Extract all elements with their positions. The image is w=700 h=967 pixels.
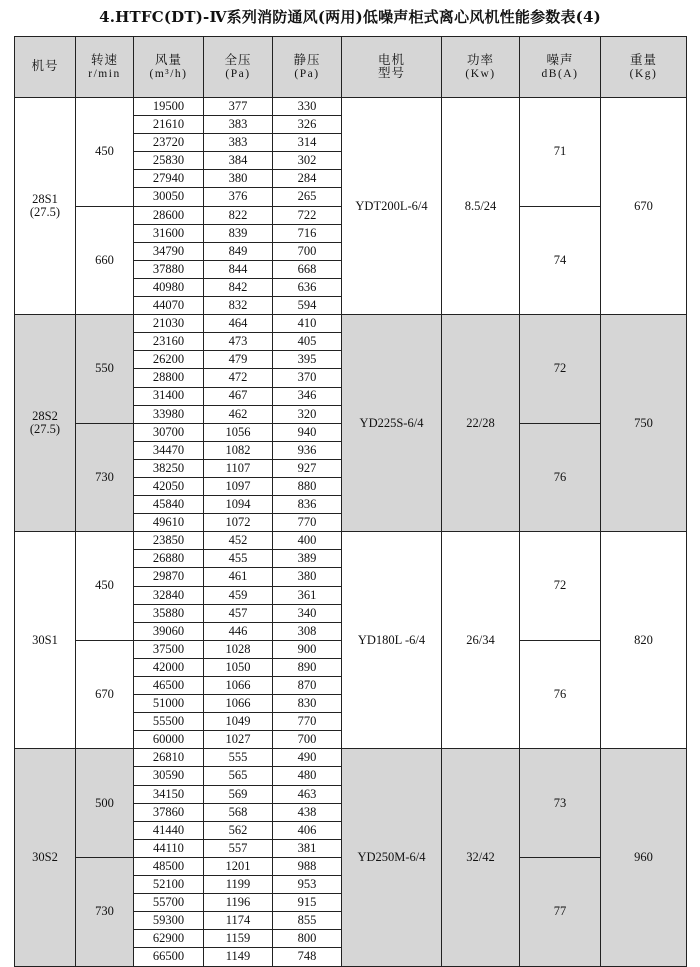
cell-flow: 48500 (134, 857, 204, 875)
cell-flow: 28800 (134, 369, 204, 387)
cell-motor: YD225S-6/4 (342, 315, 442, 532)
cell-static-pressure: 927 (273, 459, 342, 477)
cell-static-pressure: 405 (273, 333, 342, 351)
cell-total-pressure: 479 (204, 351, 273, 369)
cell-flow: 30050 (134, 188, 204, 206)
cell-static-pressure: 361 (273, 586, 342, 604)
header-row (15, 37, 687, 98)
cell-static-pressure: 410 (273, 315, 342, 333)
cell-total-pressure: 1201 (204, 857, 273, 875)
cell-flow: 31400 (134, 387, 204, 405)
cell-noise: 74 (520, 206, 601, 315)
cell-total-pressure: 383 (204, 134, 273, 152)
cell-total-pressure: 1028 (204, 640, 273, 658)
cell-static-pressure: 308 (273, 622, 342, 640)
cell-total-pressure: 377 (204, 98, 273, 116)
cell-flow: 29870 (134, 568, 204, 586)
cell-flow: 42050 (134, 477, 204, 495)
header-speed: 转速 r/min (76, 37, 134, 98)
table-row (15, 98, 687, 116)
cell-flow: 28600 (134, 206, 204, 224)
cell-static-pressure: 953 (273, 876, 342, 894)
cell-flow: 26810 (134, 749, 204, 767)
cell-static-pressure: 395 (273, 351, 342, 369)
cell-total-pressure: 1149 (204, 948, 273, 966)
cell-flow: 41440 (134, 821, 204, 839)
cell-flow: 39060 (134, 622, 204, 640)
cell-model (15, 749, 76, 966)
cell-total-pressure: 1027 (204, 731, 273, 749)
cell-total-pressure: 1082 (204, 441, 273, 459)
cell-static-pressure: 748 (273, 948, 342, 966)
cell-flow: 51000 (134, 695, 204, 713)
cell-static-pressure: 265 (273, 188, 342, 206)
cell-static-pressure: 302 (273, 152, 342, 170)
cell-static-pressure: 463 (273, 785, 342, 803)
header-power: 功率 (Kw) (442, 37, 520, 98)
cell-power: 8.5/24 (442, 98, 520, 315)
cell-static-pressure: 855 (273, 912, 342, 930)
cell-static-pressure: 438 (273, 803, 342, 821)
cell-flow: 21610 (134, 116, 204, 134)
cell-total-pressure: 452 (204, 532, 273, 550)
cell-speed: 660 (76, 206, 134, 315)
cell-flow: 60000 (134, 731, 204, 749)
cell-total-pressure: 376 (204, 188, 273, 206)
cell-total-pressure: 1066 (204, 677, 273, 695)
cell-total-pressure: 455 (204, 550, 273, 568)
header-static-pressure: 静压 (Pa) (273, 37, 342, 98)
cell-flow: 33980 (134, 405, 204, 423)
cell-total-pressure: 1107 (204, 459, 273, 477)
cell-motor: YD180L -6/4 (342, 532, 442, 749)
cell-static-pressure: 314 (273, 134, 342, 152)
cell-noise: 72 (520, 532, 601, 641)
cell-total-pressure: 822 (204, 206, 273, 224)
cell-total-pressure: 844 (204, 260, 273, 278)
cell-flow: 19500 (134, 98, 204, 116)
table-row (15, 315, 687, 333)
cell-total-pressure: 569 (204, 785, 273, 803)
cell-static-pressure: 400 (273, 532, 342, 550)
cell-static-pressure: 830 (273, 695, 342, 713)
cell-speed: 670 (76, 640, 134, 749)
cell-static-pressure: 594 (273, 297, 342, 315)
cell-flow: 66500 (134, 948, 204, 966)
cell-weight: 960 (601, 749, 687, 966)
cell-static-pressure: 700 (273, 242, 342, 260)
cell-total-pressure: 1050 (204, 658, 273, 676)
cell-total-pressure: 1072 (204, 514, 273, 532)
cell-flow: 42000 (134, 658, 204, 676)
cell-power: 32/42 (442, 749, 520, 966)
cell-total-pressure: 565 (204, 767, 273, 785)
cell-speed: 730 (76, 857, 134, 966)
cell-total-pressure: 464 (204, 315, 273, 333)
cell-flow: 59300 (134, 912, 204, 930)
cell-flow: 21030 (134, 315, 204, 333)
cell-model (15, 98, 76, 315)
cell-total-pressure: 446 (204, 622, 273, 640)
cell-total-pressure: 849 (204, 242, 273, 260)
cell-static-pressure: 480 (273, 767, 342, 785)
cell-total-pressure: 457 (204, 604, 273, 622)
table-row (15, 749, 687, 767)
cell-power: 22/28 (442, 315, 520, 532)
model-code: 30S1 (32, 632, 58, 647)
cell-static-pressure: 346 (273, 387, 342, 405)
cell-static-pressure: 380 (273, 568, 342, 586)
page-title: 4.HTFC(DT)-Ⅳ系列消防通风(两用)低噪声柜式离心风机性能参数表(4) (99, 8, 601, 26)
cell-flow: 34150 (134, 785, 204, 803)
cell-flow: 34470 (134, 441, 204, 459)
table-body (15, 98, 687, 967)
cell-static-pressure: 636 (273, 278, 342, 296)
cell-motor: YDT200L-6/4 (342, 98, 442, 315)
cell-flow: 44070 (134, 297, 204, 315)
cell-noise: 71 (520, 98, 601, 207)
cell-static-pressure: 988 (273, 857, 342, 875)
cell-flow: 52100 (134, 876, 204, 894)
model-code: 28S2 (32, 409, 58, 424)
cell-total-pressure: 839 (204, 224, 273, 242)
cell-static-pressure: 284 (273, 170, 342, 188)
cell-flow: 45840 (134, 496, 204, 514)
cell-flow: 23850 (134, 532, 204, 550)
cell-noise: 73 (520, 749, 601, 858)
cell-static-pressure: 490 (273, 749, 342, 767)
cell-flow: 23160 (134, 333, 204, 351)
cell-speed: 550 (76, 315, 134, 424)
cell-flow: 31600 (134, 224, 204, 242)
cell-static-pressure: 320 (273, 405, 342, 423)
cell-static-pressure: 770 (273, 713, 342, 731)
cell-static-pressure: 940 (273, 423, 342, 441)
cell-weight: 750 (601, 315, 687, 532)
header-motor: 电机 型号 (342, 37, 442, 98)
cell-static-pressure: 340 (273, 604, 342, 622)
cell-total-pressure: 555 (204, 749, 273, 767)
cell-weight: 670 (601, 98, 687, 315)
cell-total-pressure: 1199 (204, 876, 273, 894)
cell-flow: 26200 (134, 351, 204, 369)
cell-flow: 62900 (134, 930, 204, 948)
cell-total-pressure: 562 (204, 821, 273, 839)
cell-flow: 55700 (134, 894, 204, 912)
model-sub: (27.5) (29, 205, 61, 220)
cell-total-pressure: 557 (204, 839, 273, 857)
model-code: 30S2 (32, 849, 58, 864)
cell-total-pressure: 383 (204, 116, 273, 134)
cell-flow: 27940 (134, 170, 204, 188)
cell-total-pressure: 1094 (204, 496, 273, 514)
table-row (15, 532, 687, 550)
cell-model (15, 532, 76, 749)
cell-flow: 25830 (134, 152, 204, 170)
cell-speed: 450 (76, 98, 134, 207)
cell-static-pressure: 936 (273, 441, 342, 459)
cell-total-pressure: 842 (204, 278, 273, 296)
cell-static-pressure: 326 (273, 116, 342, 134)
cell-total-pressure: 1049 (204, 713, 273, 731)
header-noise: 噪声 dB(A) (520, 37, 601, 98)
cell-flow: 37860 (134, 803, 204, 821)
cell-total-pressure: 1056 (204, 423, 273, 441)
cell-speed: 730 (76, 423, 134, 532)
cell-static-pressure: 330 (273, 98, 342, 116)
cell-total-pressure: 467 (204, 387, 273, 405)
cell-total-pressure: 459 (204, 586, 273, 604)
cell-total-pressure: 1097 (204, 477, 273, 495)
cell-total-pressure: 1159 (204, 930, 273, 948)
cell-flow: 32840 (134, 586, 204, 604)
cell-flow: 38250 (134, 459, 204, 477)
cell-static-pressure: 880 (273, 477, 342, 495)
cell-flow: 46500 (134, 677, 204, 695)
cell-total-pressure: 472 (204, 369, 273, 387)
cell-total-pressure: 1174 (204, 912, 273, 930)
cell-motor: YD250M-6/4 (342, 749, 442, 966)
cell-total-pressure: 1066 (204, 695, 273, 713)
cell-flow: 37500 (134, 640, 204, 658)
cell-flow: 23720 (134, 134, 204, 152)
cell-flow: 44110 (134, 839, 204, 857)
cell-static-pressure: 800 (273, 930, 342, 948)
cell-total-pressure: 462 (204, 405, 273, 423)
cell-static-pressure: 915 (273, 894, 342, 912)
cell-static-pressure: 370 (273, 369, 342, 387)
cell-flow: 34790 (134, 242, 204, 260)
cell-speed: 500 (76, 749, 134, 858)
header-flow: 风量 (m³/h) (134, 37, 204, 98)
cell-static-pressure: 900 (273, 640, 342, 658)
cell-total-pressure: 380 (204, 170, 273, 188)
cell-model (15, 315, 76, 532)
cell-total-pressure: 473 (204, 333, 273, 351)
cell-noise: 77 (520, 857, 601, 966)
performance-table (14, 36, 687, 967)
cell-flow: 37880 (134, 260, 204, 278)
cell-speed: 450 (76, 532, 134, 641)
cell-flow: 26880 (134, 550, 204, 568)
cell-static-pressure: 870 (273, 677, 342, 695)
cell-noise: 76 (520, 423, 601, 532)
cell-static-pressure: 381 (273, 839, 342, 857)
cell-static-pressure: 716 (273, 224, 342, 242)
cell-weight: 820 (601, 532, 687, 749)
cell-static-pressure: 890 (273, 658, 342, 676)
cell-flow: 55500 (134, 713, 204, 731)
cell-flow: 49610 (134, 514, 204, 532)
cell-total-pressure: 384 (204, 152, 273, 170)
header-weight: 重量 (Kg) (601, 37, 687, 98)
cell-flow: 35880 (134, 604, 204, 622)
cell-flow: 30590 (134, 767, 204, 785)
cell-static-pressure: 700 (273, 731, 342, 749)
cell-total-pressure: 461 (204, 568, 273, 586)
cell-noise: 72 (520, 315, 601, 424)
cell-total-pressure: 832 (204, 297, 273, 315)
cell-power: 26/34 (442, 532, 520, 749)
cell-flow: 30700 (134, 423, 204, 441)
header-total-pressure: 全压 (Pa) (204, 37, 273, 98)
cell-static-pressure: 770 (273, 514, 342, 532)
cell-static-pressure: 389 (273, 550, 342, 568)
cell-noise: 76 (520, 640, 601, 749)
header-model: 机号 (15, 37, 76, 98)
model-sub: (27.5) (29, 422, 61, 437)
cell-flow: 40980 (134, 278, 204, 296)
cell-static-pressure: 406 (273, 821, 342, 839)
cell-static-pressure: 668 (273, 260, 342, 278)
cell-static-pressure: 836 (273, 496, 342, 514)
cell-static-pressure: 722 (273, 206, 342, 224)
cell-total-pressure: 1196 (204, 894, 273, 912)
model-code: 28S1 (32, 191, 58, 206)
cell-total-pressure: 568 (204, 803, 273, 821)
